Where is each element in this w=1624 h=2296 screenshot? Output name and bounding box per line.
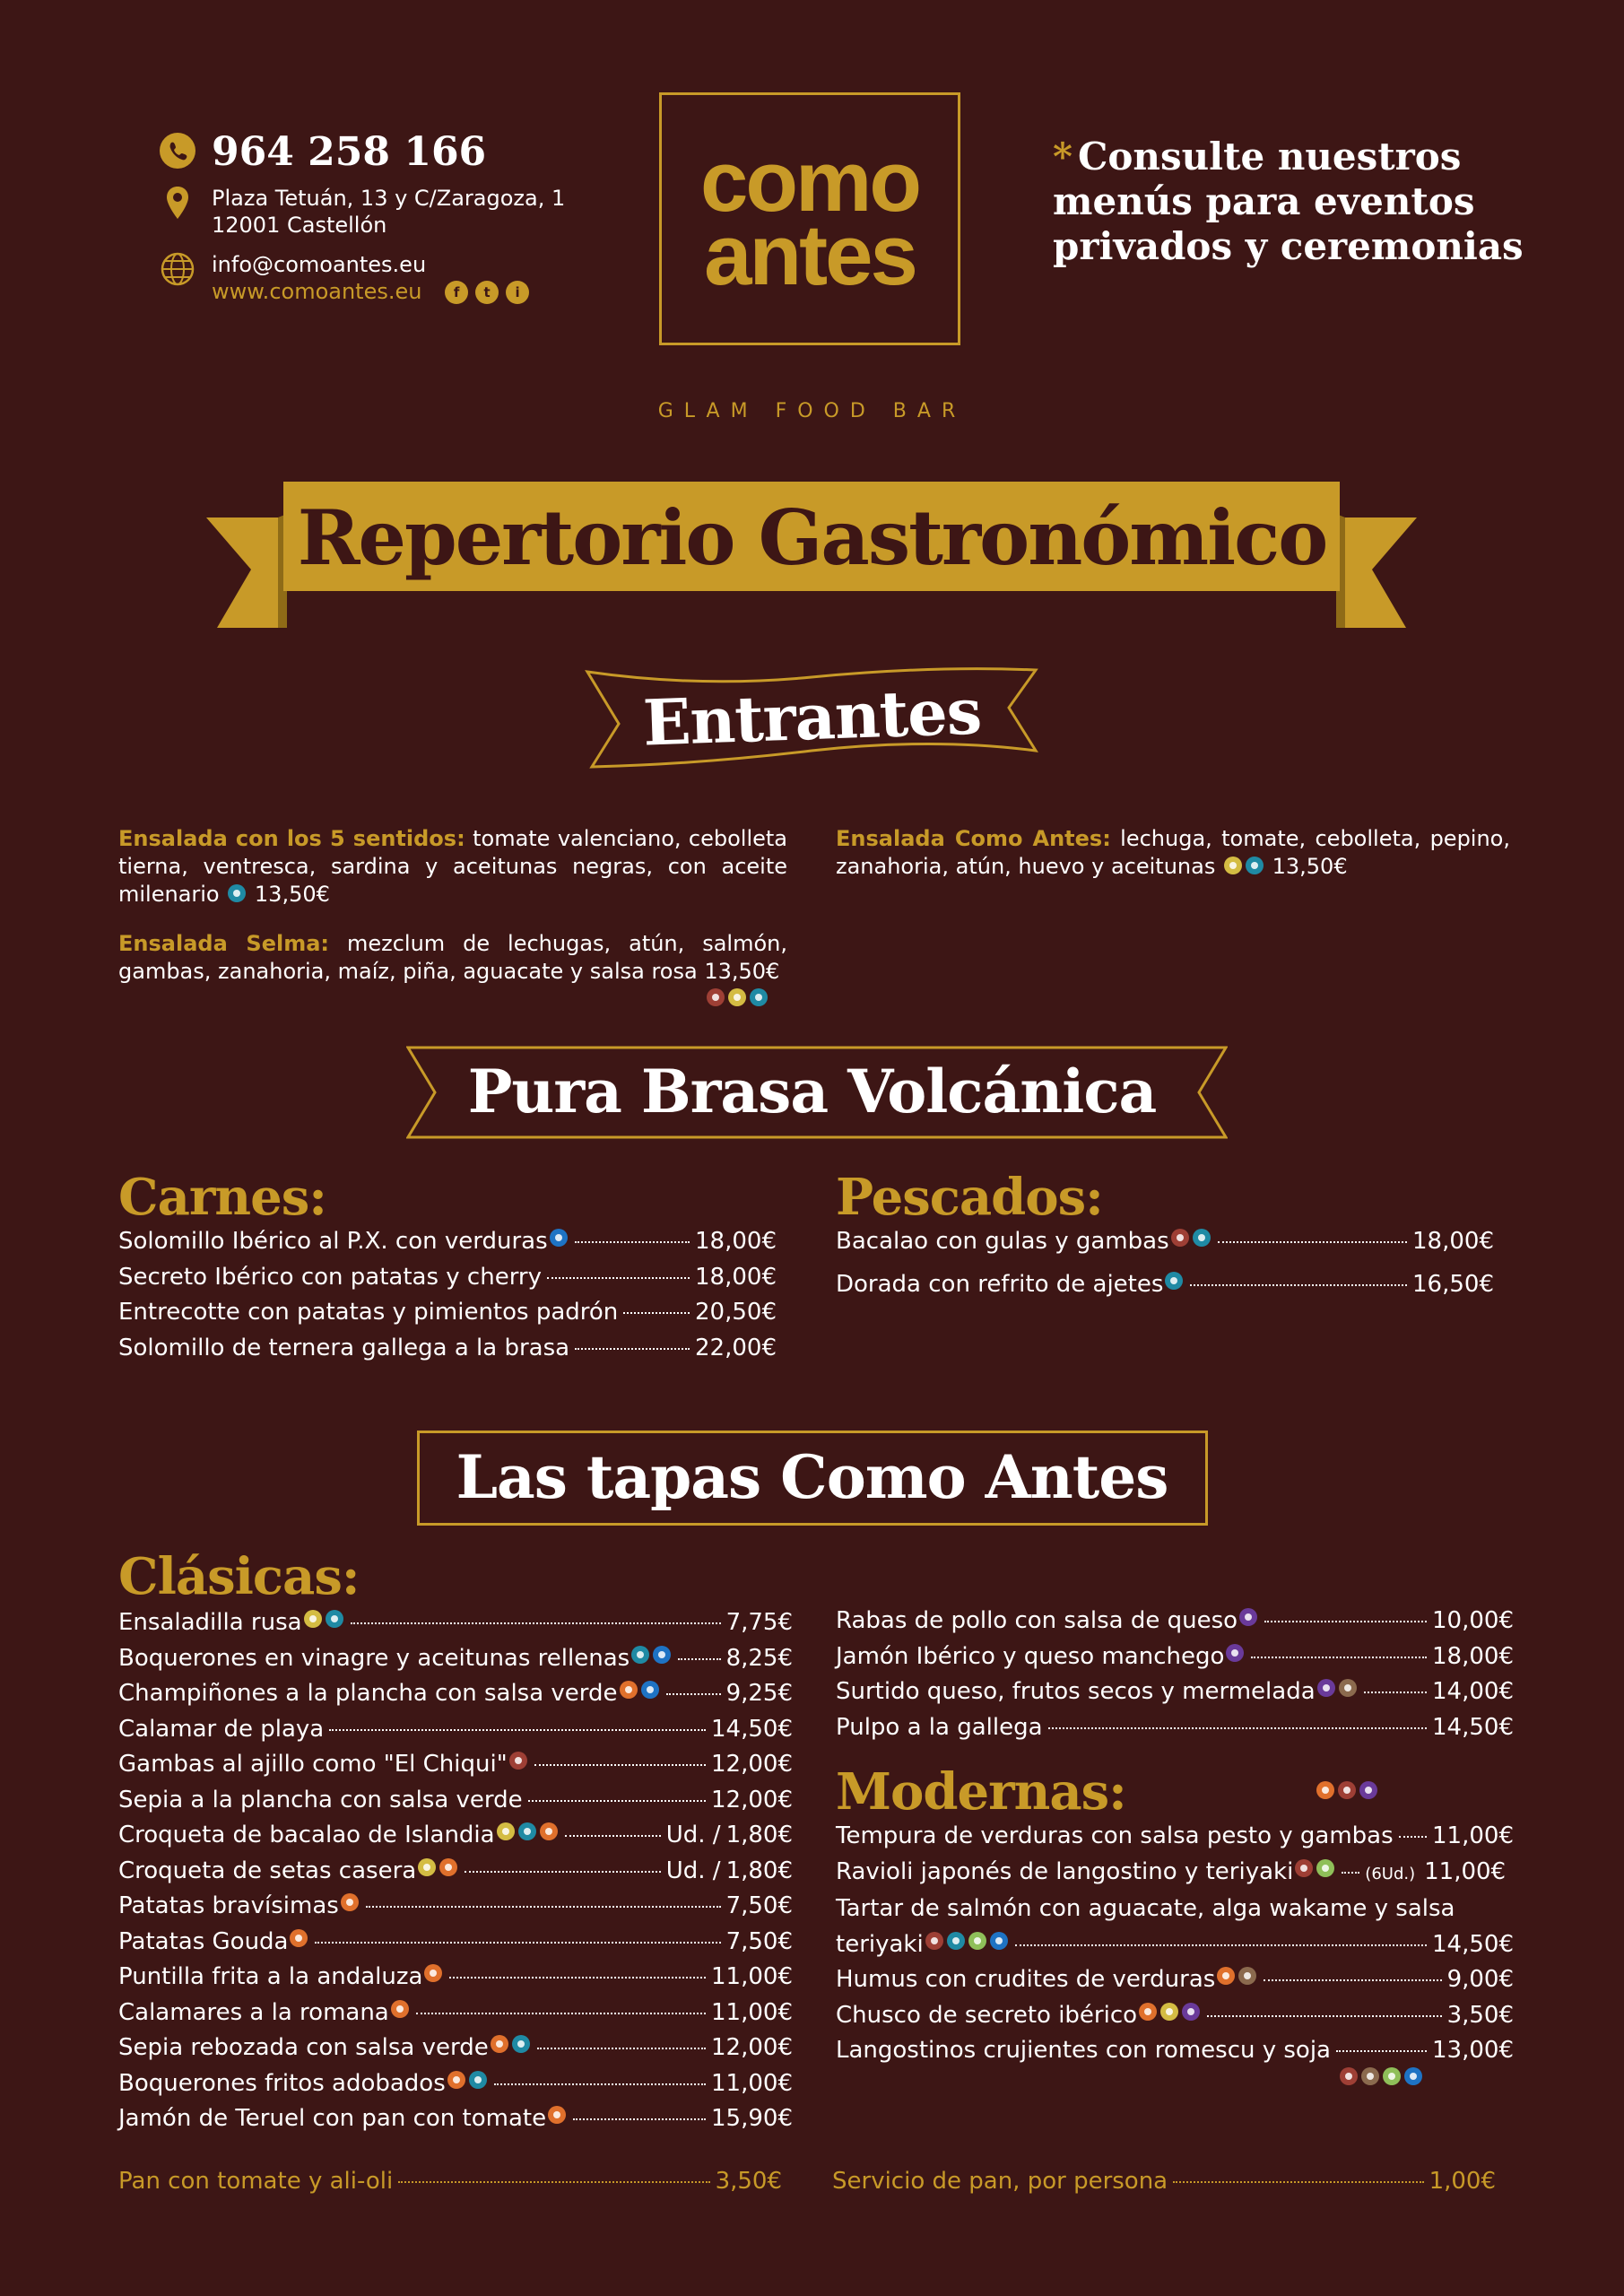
mustard-allergen-icon	[1316, 1859, 1334, 1877]
footer-right	[832, 2164, 1496, 2200]
menu-item-continued: teriyaki 14,50€	[836, 1930, 1514, 1958]
celery-allergen-icon	[290, 1929, 308, 1947]
contact-block	[160, 129, 626, 317]
menu-item: Jamón de Teruel con pan con tomate 15,90€	[118, 2105, 793, 2132]
menu-item: Calamares a la romana 11,00€	[118, 1998, 793, 2026]
celery-allergen-icon	[491, 2035, 508, 2053]
entrantes-right	[836, 825, 1510, 881]
celery-allergen-icon	[447, 2071, 465, 2089]
address-row	[160, 185, 626, 239]
carnes-section	[118, 1170, 777, 1366]
celery-allergen-icon	[1316, 1781, 1334, 1799]
menu-item: Ravioli japonés de langostino y teriyaki (6Ud.) 11,00€	[836, 1857, 1507, 1885]
menu-item: Solomillo de ternera gallega a la brasa 22,00€	[118, 1334, 777, 1361]
modernas-header	[836, 1762, 1514, 1822]
clasicas-section	[118, 1547, 793, 2137]
logo: como antes	[659, 92, 960, 345]
shellfish-allergen-icon	[509, 1752, 527, 1770]
phone-row	[160, 129, 626, 175]
fish-allergen-icon	[1193, 1229, 1211, 1247]
nuts-allergen-icon	[1238, 1967, 1256, 1985]
menu-item: Boquerones fritos adobados 11,00€	[118, 2069, 793, 2097]
celery-allergen-icon	[1217, 1967, 1235, 1985]
fish-allergen-icon	[750, 988, 768, 1006]
menu-item: Ensalada con los 5 sentidos: tomate valenciano, cebolleta tierna, ventresca, sardina y aceitunas negras, con aceite milenario 13,50€	[118, 826, 788, 907]
celery-allergen-icon	[424, 1964, 442, 1982]
menu-title: Repertorio Gastronómico	[297, 493, 1327, 582]
entrantes-left	[118, 825, 787, 1008]
menu-item: Humus con crudites de verduras 9,00€	[836, 1966, 1514, 1993]
cereal-allergen-icon	[304, 1610, 322, 1628]
fish-allergen-icon	[1165, 1272, 1183, 1290]
menu-item: Sepia a la plancha con salsa verde 12,00€	[118, 1786, 793, 1813]
web-row	[160, 251, 626, 305]
dairy-allergen-icon	[1404, 2067, 1422, 2085]
dairy-allergen-icon	[653, 1646, 671, 1664]
pescados-section	[836, 1170, 1494, 1302]
lupin-allergen-icon	[1239, 1608, 1257, 1626]
nuts-allergen-icon	[1361, 2067, 1379, 2085]
mustard-allergen-icon	[968, 1932, 986, 1950]
carnes-title: Carnes:	[118, 1168, 326, 1227]
celery-allergen-icon	[540, 1822, 558, 1840]
allergen-row	[1126, 1783, 1514, 1802]
social-icons	[445, 281, 529, 304]
twitter-icon[interactable]: t	[475, 281, 499, 304]
menu-item: Solomillo Ibérico al P.X. con verduras 18,00€	[118, 1228, 777, 1255]
lupin-allergen-icon	[1359, 1781, 1377, 1799]
instagram-icon[interactable]: i	[506, 281, 529, 304]
menu-item: Patatas Gouda 7,50€	[118, 1927, 793, 1955]
modernas-title: Modernas:	[836, 1762, 1126, 1822]
menu-item: Croqueta de bacalao de Islandia Ud. / 1,80€	[118, 1822, 793, 1848]
fish-allergen-icon	[631, 1646, 649, 1664]
fish-allergen-icon	[1246, 857, 1264, 874]
fish-allergen-icon	[469, 2071, 487, 2089]
shellfish-allergen-icon	[1295, 1859, 1313, 1877]
menu-item: Rabas de pollo con salsa de queso 10,00€	[836, 1607, 1514, 1634]
celery-allergen-icon	[439, 1858, 457, 1876]
shellfish-allergen-icon	[1340, 2067, 1358, 2085]
address: Plaza Tetuán, 13 y C/Zaragoza, 1 12001 Castellón	[212, 186, 566, 238]
fish-allergen-icon	[326, 1610, 343, 1628]
menu-item: Gambas al ajillo como "El Chiqui" 12,00€	[118, 1751, 793, 1778]
email-link[interactable]: info@comoantes.eu	[212, 252, 427, 277]
shellfish-allergen-icon	[707, 988, 725, 1006]
events-note: * Consulte nuestros menús para eventos privados y ceremonias	[1053, 135, 1524, 268]
pescados-title: Pescados:	[836, 1168, 1103, 1227]
menu-item: Chusco de secreto ibérico 3,50€	[836, 2001, 1514, 2029]
phone-number[interactable]: 964 258 166	[212, 129, 487, 175]
celery-allergen-icon	[620, 1681, 638, 1699]
celery-allergen-icon	[341, 1893, 359, 1911]
fish-allergen-icon	[228, 884, 246, 902]
brasa-title: Pura Brasa Volcánica	[467, 1057, 1157, 1126]
menu-item: Servicio de pan, por persona 1,00€	[832, 2168, 1496, 2195]
celery-allergen-icon	[548, 2106, 566, 2124]
menu-item: Calamar de playa 14,50€	[118, 1715, 793, 1743]
dairy-allergen-icon	[550, 1229, 568, 1247]
menu-item: Boquerones en vinagre y aceitunas rellenas 8,25€	[118, 1644, 793, 1672]
phone-icon	[160, 133, 195, 169]
celery-allergen-icon	[391, 2000, 409, 2018]
celery-allergen-icon	[1139, 2003, 1157, 2021]
menu-item: Sepia rebozada con salsa verde 12,00€	[118, 2034, 793, 2061]
entrantes-title: Entrantes	[641, 674, 983, 761]
globe-icon	[160, 251, 195, 287]
menu-item: Langostinos crujientes con romescu y soja 13,00€	[836, 2037, 1514, 2064]
menu-item: Surtido queso, frutos secos y mermelada 14,00€	[836, 1678, 1514, 1705]
clasicas-right-section	[836, 1604, 1514, 2087]
allergen-row	[118, 989, 769, 1008]
location-pin-icon	[160, 185, 195, 221]
cereal-allergen-icon	[1224, 857, 1242, 874]
menu-item: Ensalada Selma: mezclum de lechugas, atún, salmón, gambas, zanahoria, maíz, piña, aguacate y salsa rosa 13,50€	[118, 931, 787, 984]
menu-item: Jamón Ibérico y queso manchego 18,00€	[836, 1642, 1514, 1670]
nuts-allergen-icon	[1339, 1679, 1357, 1697]
shellfish-allergen-icon	[925, 1932, 943, 1950]
menu-item: Champiñones a la plancha con salsa verde 9,25€	[118, 1680, 793, 1707]
menu-item: Croqueta de setas casera Ud. / 1,80€	[118, 1857, 793, 1884]
menu-item: Pulpo a la gallega 14,50€	[836, 1713, 1514, 1741]
menu-item: Ensalada Como Antes: lechuga, tomate, cebolleta, pepino, zanahoria, atún, huevo y aceitunas 13,50€	[836, 826, 1510, 879]
menu-item: Patatas bravísimas 7,50€	[118, 1892, 793, 1919]
menu-item: Tartar de salmón con aguacate, alga wakame y salsa	[836, 1895, 1455, 1922]
footer-left	[118, 2164, 782, 2200]
menu-item: Entrecotte con patatas y pimientos padrón 20,50€	[118, 1299, 777, 1326]
fish-allergen-icon	[518, 1822, 536, 1840]
web-info	[212, 251, 529, 305]
tagline: GLAM FOOD BAR	[657, 400, 967, 422]
menu-item: Tempura de verduras con salsa pesto y gambas 11,00€	[836, 1822, 1514, 1849]
dairy-allergen-icon	[641, 1681, 659, 1699]
allergen-row	[836, 2069, 1424, 2088]
menu-item: Secreto Ibérico con patatas y cherry 18,00€	[118, 1263, 777, 1291]
cereal-allergen-icon	[1160, 2003, 1178, 2021]
cereal-allergen-icon	[418, 1858, 436, 1876]
tapas-title: Las tapas Como Antes	[456, 1442, 1168, 1512]
clasicas-title: Clásicas:	[118, 1547, 360, 1606]
cereal-allergen-icon	[728, 988, 746, 1006]
menu-item: Ensaladilla rusa 7,75€	[118, 1609, 793, 1636]
lupin-allergen-icon	[1182, 2003, 1200, 2021]
cereal-allergen-icon	[497, 1822, 515, 1840]
facebook-icon[interactable]: f	[445, 281, 468, 304]
lupin-allergen-icon	[1317, 1679, 1335, 1697]
menu-item: Bacalao con gulas y gambas 18,00€	[836, 1228, 1494, 1255]
shellfish-allergen-icon	[1338, 1781, 1356, 1799]
lupin-allergen-icon	[1226, 1644, 1244, 1662]
menu-item: Pan con tomate y ali-oli 3,50€	[118, 2168, 782, 2195]
mustard-allergen-icon	[1383, 2067, 1401, 2085]
fish-allergen-icon	[947, 1932, 965, 1950]
dairy-allergen-icon	[990, 1932, 1008, 1950]
fish-allergen-icon	[512, 2035, 530, 2053]
menu-item: Puntilla frita a la andaluza 11,00€	[118, 1963, 793, 1990]
shellfish-allergen-icon	[1171, 1229, 1189, 1247]
menu-item: Dorada con refrito de ajetes 16,50€	[836, 1270, 1494, 1298]
website-link[interactable]: www.comoantes.eu	[212, 279, 422, 304]
